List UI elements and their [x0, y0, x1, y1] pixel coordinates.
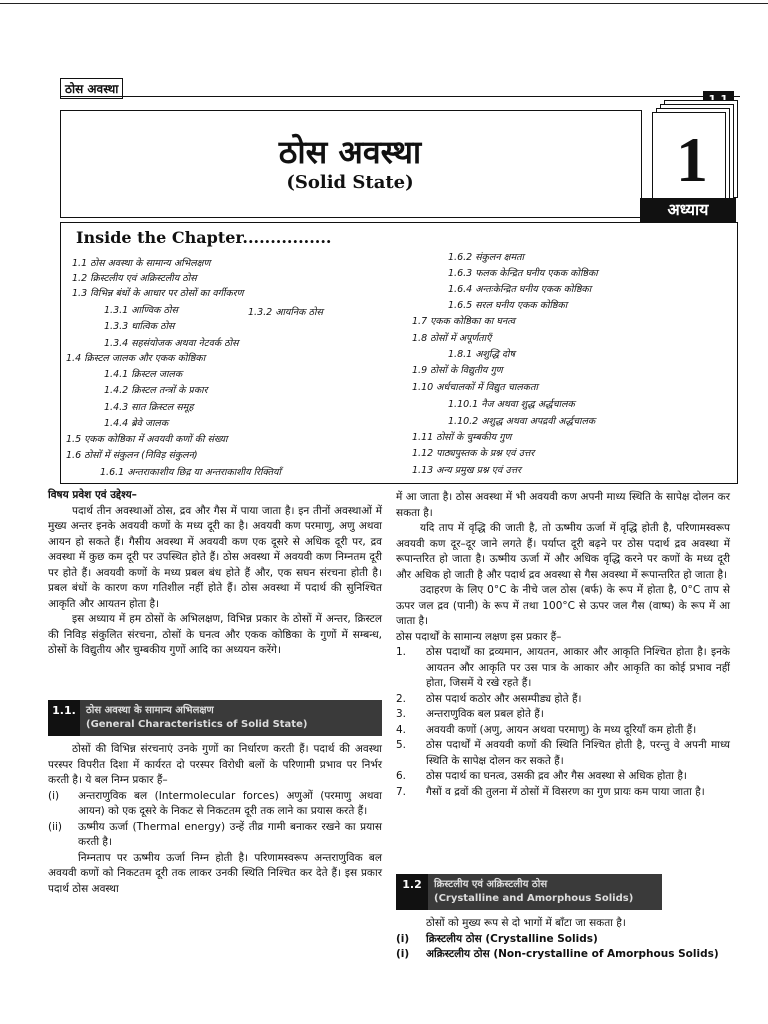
section-heading-1-2 — [396, 874, 662, 910]
top-border-line — [0, 3, 768, 4]
section-title-english: (General Characteristics of Solid State) — [86, 719, 308, 730]
toc-item: 1.1 ठोस अवस्था के सामान्य अभिलक्षण — [72, 258, 211, 269]
inside-chapter-title: Inside the Chapter................ — [76, 228, 332, 247]
toc-item: 1.6.5 सरल घनीय एकक कोष्ठिका — [448, 300, 568, 311]
list-number: 4. — [396, 723, 407, 736]
list-number: 7. — [396, 785, 407, 798]
toc-item: 1.13 अन्य प्रमुख प्रश्न एवं उत्तर — [412, 465, 521, 476]
list-item — [48, 789, 382, 820]
section-title-english: (Crystalline and Amorphous Solids) — [434, 893, 634, 904]
section-title-hindi: क्रिस्टलीय एवं अक्रिस्टलीय ठोस — [434, 879, 548, 890]
list-number: 3. — [396, 708, 407, 720]
toc-item: 1.4.2 क्रिस्टल तन्त्रों के प्रकार — [104, 385, 208, 396]
toc-item: 1.6 ठोसों में संकुलन (निविड़ संकुलन) — [66, 450, 198, 461]
list-item — [396, 769, 730, 785]
toc-item: 1.6.1 अन्तराकाशीय छिद्र या अन्तराकाशीय रिक्तियाँ — [100, 467, 281, 478]
chapter-subtitle: (Solid State) — [286, 172, 414, 193]
list-text: गैसों व द्रवों की तुलना में ठोसों में विसरण का गुण प्रायः कम पाया जाता है। — [426, 785, 705, 798]
chapter-number: 1 — [676, 124, 708, 195]
toc-item: 1.3.4 सहसंयोजक अथवा नेटवर्क ठोस — [104, 338, 239, 349]
toc-item: 1.5 एकक कोष्ठिका में अवयवी कणों की संख्या — [66, 434, 228, 445]
section-number: 1.1. — [48, 700, 80, 736]
running-header-tag: ठोस अवस्था — [60, 78, 123, 99]
list-number: 1. — [396, 646, 407, 658]
left-column-body — [48, 742, 382, 897]
list-text: अन्तराणुविक बल प्रबल होते हैं। — [426, 708, 544, 720]
right-column-bottom — [396, 916, 730, 963]
list-number: (i) — [396, 948, 410, 960]
toc-item: 1.4.1 क्रिस्टल जालक — [104, 369, 183, 380]
body-paragraph: ठोसों को मुख्य रूप से दो भागों में बाँटा जा सकता है। — [426, 917, 626, 929]
right-column-body — [396, 490, 730, 800]
list-item — [396, 947, 730, 963]
toc-item: 1.4.4 ब्रेवे जालक — [104, 418, 169, 429]
list-text: अवयवी कणों (अणु, आयन अथवा परमाणु) के मध्य दूरियाँ कम होती हैं। — [426, 723, 697, 736]
list-text: ठोस पदार्थ का घनत्व, उसकी द्रव और गैस अवस्था से अधिक होता है। — [426, 770, 687, 782]
toc-item: 1.3 विभिन्न बंधों के आधार पर ठोसों का वर्गीकरण — [72, 288, 244, 299]
list-item — [396, 723, 730, 739]
toc-item: 1.3.1 आण्विक ठोस — [104, 305, 178, 316]
section-number: 1.2 — [396, 874, 428, 910]
toc-item: 1.10.1 नैज अथवा शुद्ध अर्द्धचालक — [448, 399, 575, 410]
list-text: क्रिस्टलीय ठोस (Crystalline Solids) — [426, 932, 598, 945]
list-item — [396, 692, 730, 708]
toc-item: 1.4 क्रिस्टल जालक और एकक कोष्ठिका — [66, 353, 206, 364]
list-text: अन्तराणुविक बल (Intermolecular forces) अणुओं (परमाणु अथवा आयन) को एक दूसरे के निकट से निकटतम दूरी तक लाने का प्रयास करते हैं। — [78, 789, 382, 817]
list-number: (i) — [48, 789, 60, 802]
list-text: ऊष्मीय ऊर्जा (Thermal energy) उन्हें तीव्र गामी बनाकर रखने का प्रयास करती है। — [78, 820, 382, 848]
toc-item: 1.8 ठोसों में अपूर्णताएँ — [412, 333, 492, 344]
toc-item: 1.6.3 फलक केन्द्रित घनीय एकक कोष्ठिका — [448, 268, 598, 279]
toc-item: 1.11 ठोसों के चुम्बकीय गुण — [412, 432, 512, 443]
list-number: (i) — [396, 932, 410, 945]
list-number: 5. — [396, 739, 407, 751]
intro-heading: विषय प्रवेश एवं उद्देश्य– — [48, 489, 137, 501]
list-item — [396, 707, 730, 723]
list-text: ठोस पदार्थ कठोर और असम्पीड्य होते हैं। — [426, 692, 582, 705]
list-text: ठोस पदार्थों का द्रव्यमान, आयतन, आकार और आकृति निश्चित होता है। इनके आयतन और आकृति पर उस पात्र के आकार और आकृति का कोई प्रभाव नहीं होता, जिसमें ये रखे रहते हैं। — [426, 646, 730, 689]
toc-item: 1.10.2 अशुद्ध अथवा अपद्रवी अर्द्धचालक — [448, 416, 596, 427]
left-column-intro — [48, 488, 382, 659]
toc-item: 1.4.3 सात क्रिस्टल समूह — [104, 402, 194, 413]
toc-item: 1.12 पाठ्यपुस्तक के प्रश्न एवं उत्तर — [412, 448, 535, 459]
section-heading-1-1 — [48, 700, 382, 736]
list-item — [396, 645, 730, 692]
body-paragraph: ठोस पदार्थों के सामान्य लक्षण इस प्रकार हैं– — [396, 630, 562, 643]
toc-item: 1.7 एकक कोष्ठिका का घनत्व — [412, 316, 516, 327]
toc-item: 1.3.2 आयनिक ठोस — [248, 307, 323, 318]
toc-item: 1.6.2 संकुलन क्षमता — [448, 252, 525, 263]
header-rule — [60, 96, 740, 97]
list-number: 6. — [396, 770, 407, 782]
list-text: ठोस पदार्थों में अवयवी कणों की स्थिति निश्चित होती है, परन्तु वे अपनी माध्य स्थिति के सापेक्ष दोलन कर सकते हैं। — [426, 739, 730, 767]
body-paragraph: यदि ताप में वृद्धि की जाती है, तो ऊष्मीय ऊर्जा में वृद्धि होती है, परिणामस्वरूप अवयवी कण दूर–दूर जाने लगते हैं। पर्याप्त दूरी बढ़ने पर ठोस पदार्थ द्रव अवस्था में रूपान्तरित हो जाता है। ऊष्मीय ऊर्जा में और अधिक वृद्धि करने पर कणों के मध्य दूरी और अधिक हो जाती है और पदार्थ द्रव अवस्था से गैस अवस्था में रूपान्तरित हो जाता है। — [396, 522, 730, 581]
body-paragraph: निम्नताप पर ऊष्मीय ऊर्जा निम्न होती है। परिणामस्वरूप अन्तराणुविक बल अवयवी कणों को निकटतम दूरी तक लाकर उनकी स्थिति निश्चित कर देते हैं। इस प्रकार पदार्थ ठोस अवस्था — [48, 851, 382, 895]
body-paragraph: में आ जाता है। ठोस अवस्था में भी अवयवी कण अपनी माध्य स्थिति के सापेक्ष दोलन कर सकता है। — [396, 491, 730, 519]
body-paragraph: ठोसों की विभिन्न संरचनाएं उनके गुणों का निर्धारण करती हैं। पदार्थ की अवस्था परस्पर विपरीत दिशा में कार्यरत दो परस्पर विरोधी बलों के परिणामी प्रभाव पर निर्भर करती है। ये बल निम्न प्रकार हैं– — [48, 743, 382, 786]
chapter-title: ठोस अवस्था — [278, 133, 422, 171]
toc-item: 1.9 ठोसों के विद्युतीय गुण — [412, 365, 503, 376]
list-item — [396, 738, 730, 769]
toc-item: 1.10 अर्धचालकों में विद्युत चालकता — [412, 382, 538, 393]
intro-paragraph: इस अध्याय में हम ठोसों के अभिलक्षण, विभिन्न प्रकार के ठोसों में अन्तर, क्रिस्टल की निविड़ संकुलित संरचना, ठोसों के घनत्व और एकक कोष्ठिका के गुणों में सम्बन्ध, ठोसों के विद्युतीय और चुम्बकीय गुणों आदि का अध्ययन करेंगे। — [48, 613, 382, 656]
list-number: 2. — [396, 692, 407, 705]
body-paragraph: उदाहरण के लिए 0°C के नीचे जल ठोस (बर्फ) के रूप में होता है, 0°C ताप से ऊपर जल द्रव (पानी) के रूप में तथा 100°C से ऊपर जल गैस (वाष्प) के रूप में आ जाता है। — [396, 584, 730, 627]
list-item — [396, 785, 730, 801]
intro-paragraph: पदार्थ तीन अवस्थाओं ठोस, द्रव और गैस में पाया जाता है। इन तीनों अवस्थाओं में मुख्य अन्तर इनके अवयवी कणों के मध्य दूरी का है। अवयवी कण परमाणु, अणु अथवा आयन हो सकते हैं। गैसीय अवस्था में अवयवी कण एक दूसरे से अधिक दूरी पर, द्रव अवस्था में कुछ कम दूरी पर उपस्थित होते हैं। ठोस अवस्था में अवयवी कण निम्नतम दूरी पर होते हैं। अवयवी कणों के मध्य प्रबल बंध होते हैं और, एक सघन संरचना होती है। प्रबल बंधों के कारण कण गतिशील नहीं होते हैं। ठोस अवस्था में पदार्थ की सुनिश्चित आकृति और आयतन होता है। — [48, 504, 382, 610]
toc-item: 1.8.1 अशुद्धि दोष — [448, 349, 515, 360]
toc-item: 1.2 क्रिस्टलीय एवं अक्रिस्टलीय ठोस — [72, 273, 197, 284]
list-item — [396, 932, 730, 948]
list-item — [48, 820, 382, 851]
list-number: (ii) — [48, 820, 63, 833]
section-title-hindi: ठोस अवस्था के सामान्य अभिलक्षण — [86, 705, 214, 716]
toc-item: 1.6.4 अन्तःकेन्द्रित घनीय एकक कोष्ठिका — [448, 284, 592, 295]
list-text: अक्रिस्टलीय ठोस (Non-crystalline of Amorphous Solids) — [426, 948, 719, 960]
chapter-label: अध्याय — [640, 198, 736, 222]
toc-item: 1.3.3 धात्विक ठोस — [104, 321, 175, 332]
